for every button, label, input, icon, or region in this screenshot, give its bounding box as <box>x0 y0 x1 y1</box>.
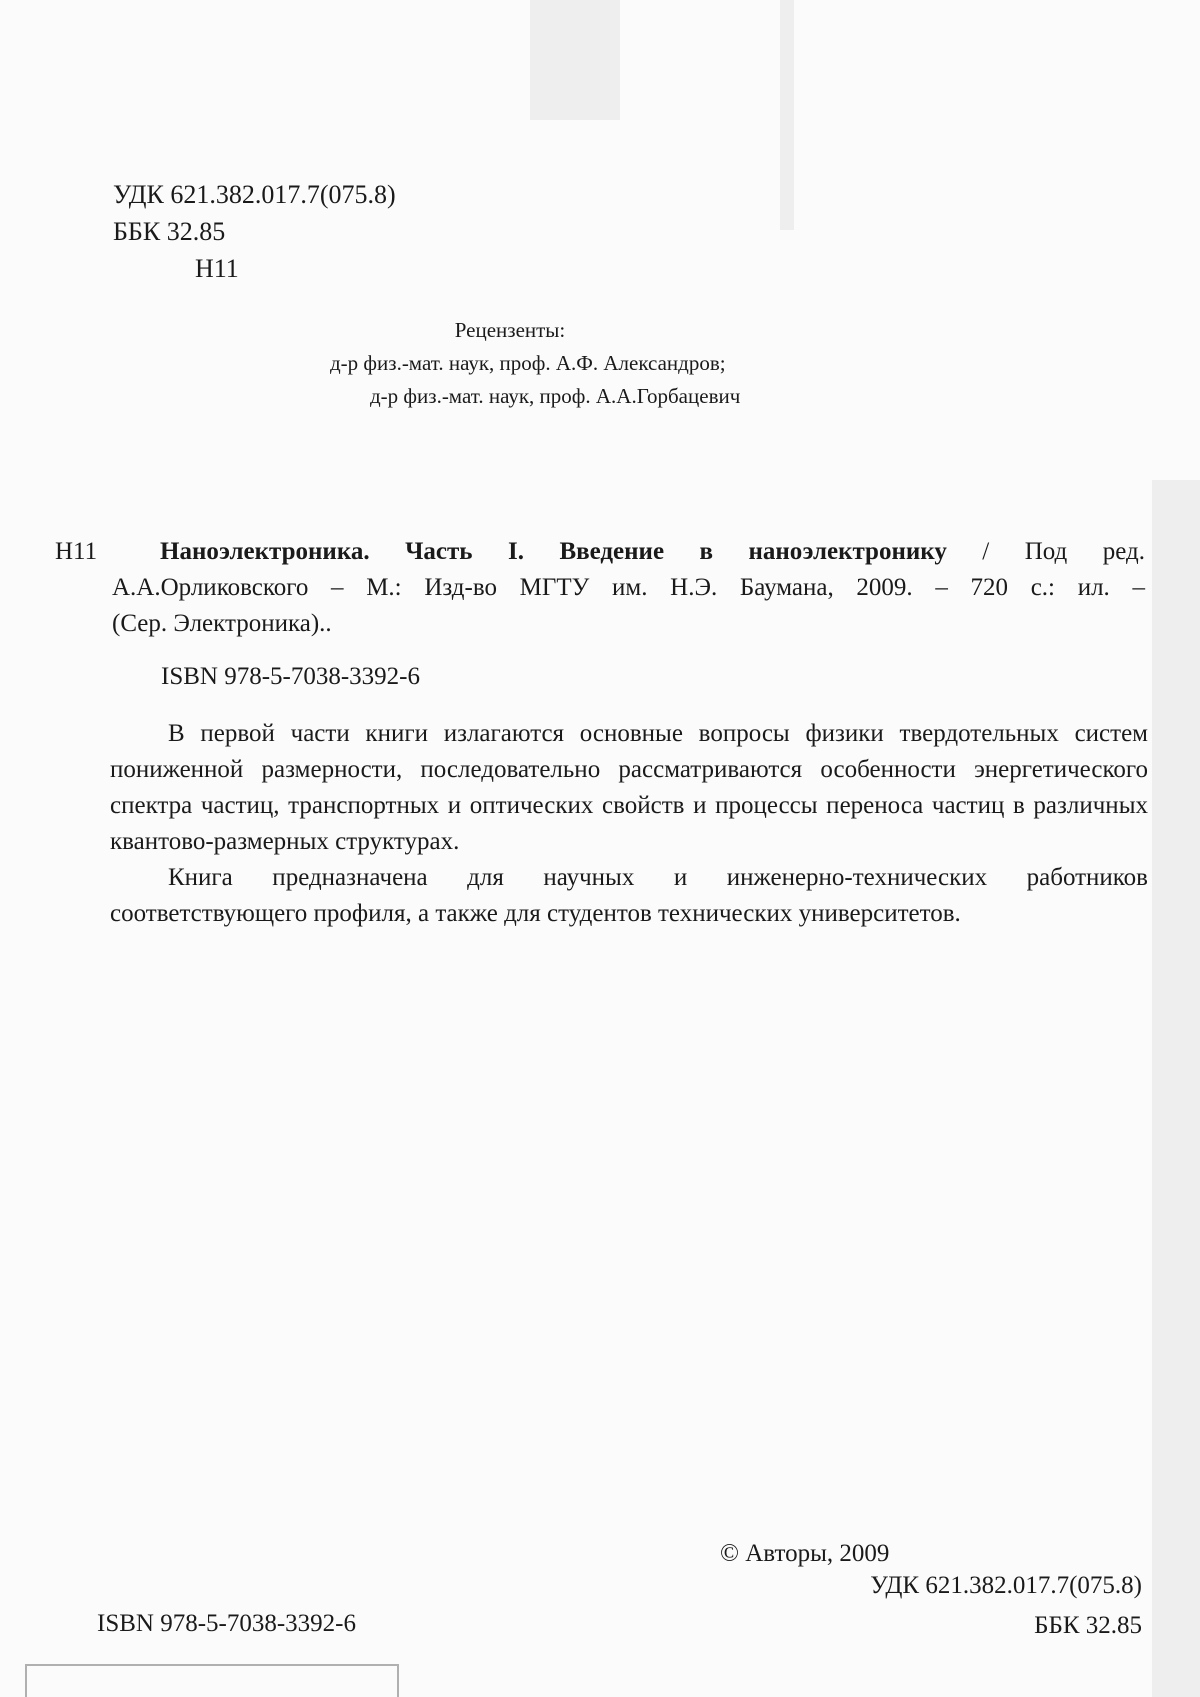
udk-code-bottom: УДК 621.382.017.7(075.8) <box>870 1572 1142 1599</box>
annotation-paragraph-2: Книга предназначена для научных и инженерно-технических работников соответствующего профиля, а также для студентов технических университетов. <box>110 864 1148 927</box>
biblio-title-line <box>160 534 1145 570</box>
library-stamp <box>25 1664 399 1697</box>
page-edge-shadow <box>1152 480 1200 1697</box>
copyright-notice: © Авторы, 2009 <box>720 1540 890 1567</box>
show-through-bar <box>780 0 794 230</box>
reviewers-block <box>300 314 920 413</box>
udk-block-bottom <box>870 1566 1142 1646</box>
udk-code: УДК 621.382.017.7(075.8) <box>113 180 396 209</box>
reviewers-heading: Рецензенты: <box>454 318 566 342</box>
isbn-bottom: ISBN 978-5-7038-3392-6 <box>97 1610 357 1637</box>
biblio-line-3: (Сер. Электроника).. <box>112 610 332 637</box>
reviewer-1: д-р физ.-мат. наук, проф. А.Ф. Александров; <box>330 351 726 375</box>
author-mark: Н11 <box>195 254 239 283</box>
udk-block-top <box>113 176 396 287</box>
bbk-code: ББК 32.85 <box>113 217 226 246</box>
bibliographic-record <box>112 534 1145 642</box>
biblio-line-2: А.А.Орликовского – М.: Изд-во МГТУ им. Н.Э. Баумана, 2009. – 720 с.: ил. – <box>112 574 1145 601</box>
annotation-paragraph-1: В первой части книги излагаются основные вопросы физики твердотельных систем пониженной размерности, последовательно рассматриваются особенности энергетического спектра частиц, транспортных и оптических свойств и процессы переноса частиц в различных квантово-размерных структурах. <box>110 720 1148 855</box>
biblio-editor-prefix: / Под ред. <box>946 538 1145 565</box>
biblio-title: Наноэлектроника. Часть I. Введение в наноэлектронику <box>160 538 947 565</box>
isbn-record: ISBN 978-5-7038-3392-6 <box>161 663 421 690</box>
reviewer-2: д-р физ.-мат. наук, проф. А.А.Горбацевич <box>370 384 741 408</box>
show-through-bar <box>530 0 620 120</box>
bbk-code-bottom: ББК 32.85 <box>1034 1612 1142 1639</box>
biblio-author-mark: Н11 <box>55 538 98 565</box>
annotation <box>110 716 1148 932</box>
